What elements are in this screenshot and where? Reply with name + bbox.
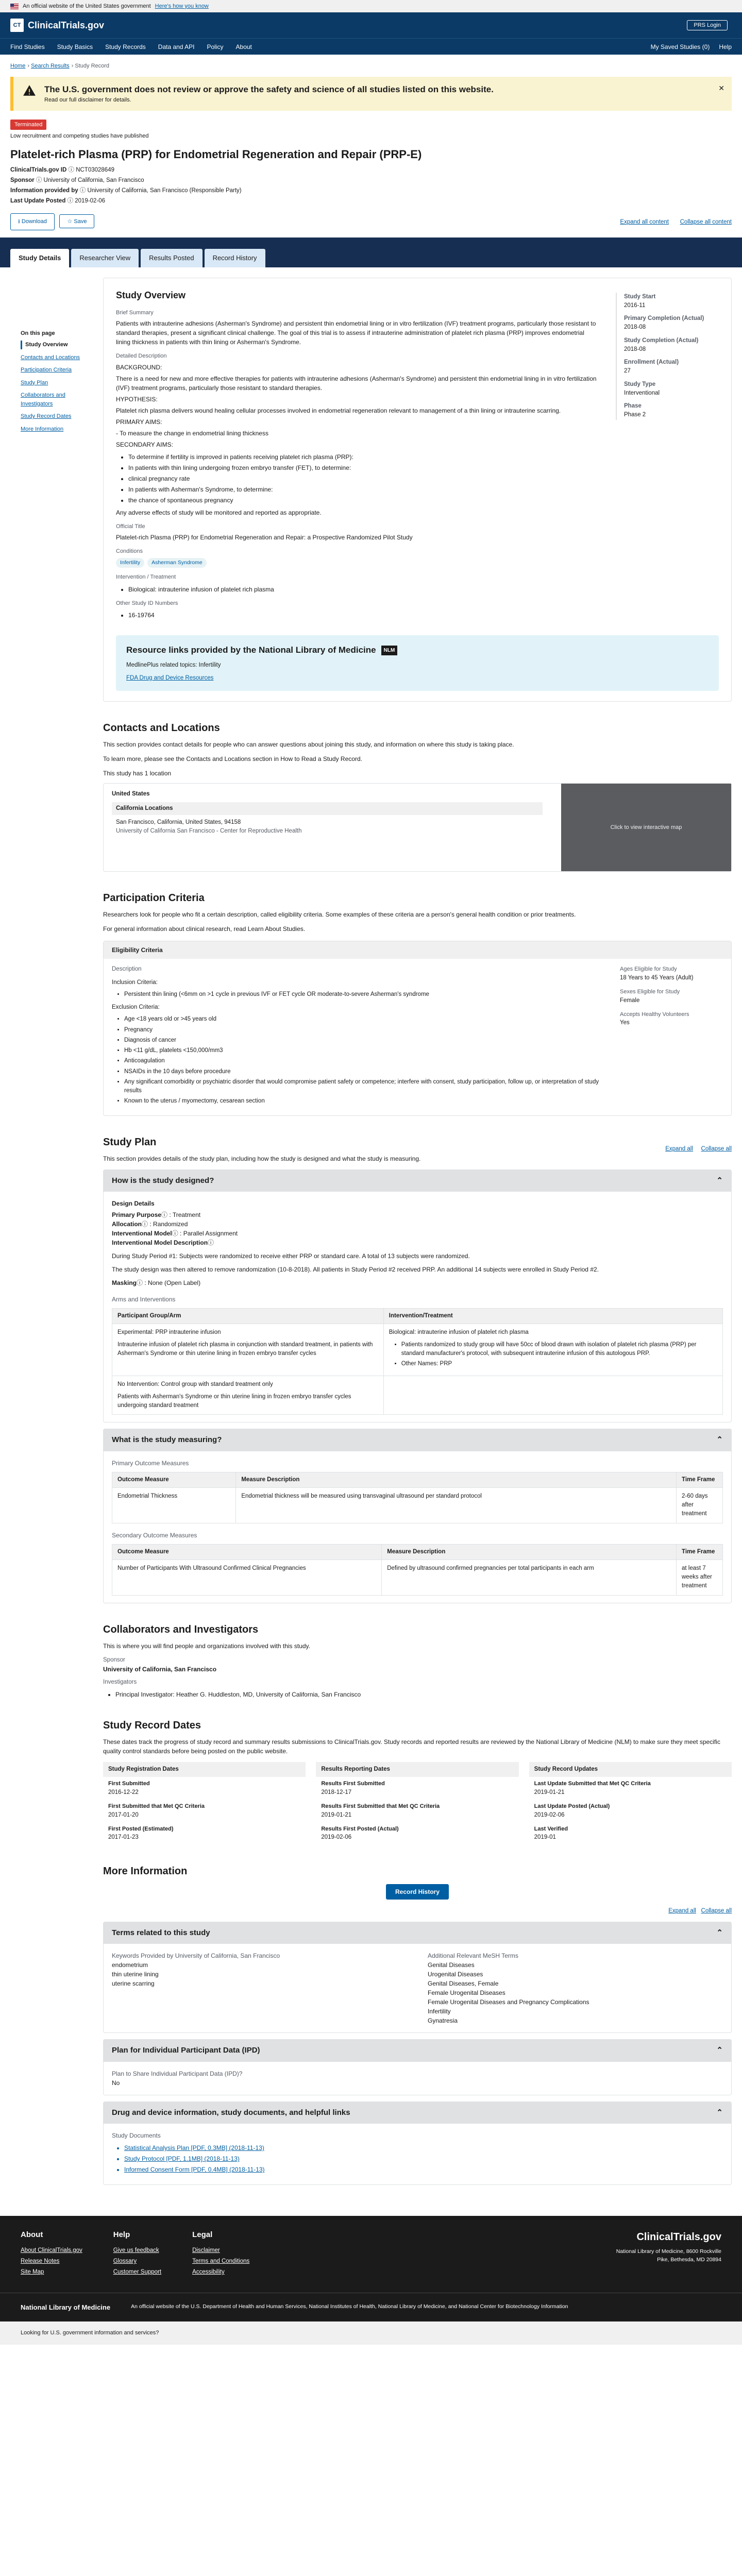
exclusion-item: • NSAIDs in the 10 days before procedure xyxy=(124,1067,604,1076)
plan-desc: This section provides details of the study plan, including how the study is designed and what the study is measuring. xyxy=(103,1155,421,1162)
exclusion-item: • Known to the uterus / myomectomy, cesarean section xyxy=(124,1097,604,1106)
detailed-label: Detailed Description xyxy=(116,353,167,359)
disclaimer-alert xyxy=(10,77,732,111)
footer-column: About About ClinicalTrials.gov Release Notes Site Map xyxy=(21,2229,82,2279)
measure-accordion-header[interactable]: What is the study measuring? ⌃ xyxy=(104,1429,731,1451)
fact-value: Female xyxy=(620,997,640,1004)
exclusion-item: • Pregnancy xyxy=(124,1026,604,1035)
inclusion-item: • Persistent thin lining (<6mm on >1 cycle in previous IVF or FET cycle OR moderate-to-severe Asherman's syndrome xyxy=(124,990,604,999)
chevron-up-icon: ⌃ xyxy=(716,2108,723,2117)
list-item: • In patients with Asherman's Syndrome, to determine: xyxy=(128,485,600,494)
chevron-up-icon: ⌃ xyxy=(716,1435,723,1444)
design-value: Randomized xyxy=(153,1221,188,1228)
more-expand-all[interactable]: Expand all xyxy=(668,1907,696,1914)
record-history-button[interactable]: Record History xyxy=(386,1884,449,1900)
nav-data-api[interactable]: Data and API xyxy=(158,43,195,50)
eligibility-card xyxy=(103,941,732,1115)
primary-aims-label: PRIMARY AIMS: xyxy=(116,418,162,426)
map-label: Click to view interactive map xyxy=(610,824,682,831)
footer-logo-text: ClinicalTrials.gov xyxy=(636,2231,721,2243)
prs-login-button[interactable]: PRS Login xyxy=(687,20,728,30)
document-link[interactable]: • Study Protocol [PDF, 1.1MB] (2018-11-13) xyxy=(124,2154,723,2163)
footer-link[interactable]: Accessibility xyxy=(192,2269,225,2276)
mesh-term: Gynatresia xyxy=(428,2017,458,2025)
conditions-list xyxy=(116,558,600,568)
fact-label: Enrollment (Actual) xyxy=(624,359,679,365)
exclusion-label: Exclusion Criteria: xyxy=(112,1004,160,1010)
footer-column: Legal Disclaimer Terms and Conditions Accessibility xyxy=(192,2229,249,2279)
disclaimer-text: Read our full disclaimer for details. xyxy=(44,97,131,103)
footer-column: Help Give us feedback Glossary Customer Support xyxy=(113,2229,161,2279)
on-page-link-more[interactable]: More Information xyxy=(21,426,64,432)
secondary-outcomes-label: Secondary Outcome Measures xyxy=(112,1531,197,1539)
conditions-label: Conditions xyxy=(116,548,143,554)
fact-label: Primary Completion (Actual) xyxy=(624,315,704,321)
tab-researcher-view[interactable]: Researcher View xyxy=(71,249,139,267)
condition-chip[interactable]: Infertility xyxy=(116,558,144,568)
plan-collapse-all[interactable]: Collapse all xyxy=(701,1146,732,1153)
fact-label: Ages Eligible for Study xyxy=(620,966,677,973)
hypothesis-label: HYPOTHESIS: xyxy=(116,395,158,403)
eligibility-label: Eligibility Criteria xyxy=(104,941,731,959)
fact-label: Sexes Eligible for Study xyxy=(620,989,680,995)
investigators-label: Investigators xyxy=(103,1679,137,1685)
medlineplus-line: MedlinePlus related topics: Infertility xyxy=(126,662,221,668)
exclusion-item: • Anticoagulation xyxy=(124,1057,604,1065)
ipd-accordion-header[interactable]: Plan for Individual Participant Data (IPD) ⌃ xyxy=(104,2040,731,2062)
contacts-learn: To learn more, please see the Contacts and Locations section in How to Read a Study Record. xyxy=(103,755,362,763)
keyword: thin uterine lining xyxy=(112,1971,159,1978)
design-details-label: Design Details xyxy=(112,1200,155,1207)
design-accordion-header[interactable]: How is the study designed? ⌃ xyxy=(104,1170,731,1192)
mesh-term: Female Urogenital Diseases xyxy=(428,1989,505,1997)
on-page-link-plan[interactable]: Study Plan xyxy=(21,379,48,386)
nav-policy[interactable]: Policy xyxy=(207,43,224,50)
warning-icon xyxy=(23,84,36,97)
mesh-term: Female Urogenital Diseases and Pregnancy Complications xyxy=(428,1998,589,2006)
masking-value: None (Open Label) xyxy=(148,1279,201,1286)
brief-summary: Patients with intrauterine adhesions (Asherman's Syndrome) and persistent thin endometrial lining or in vitro fertilization (IVF) treatment programs, particularly those resistant to standard therapies, present a significant clinical challenge. The goal of this trial is to assess if intrauterine administration of platelet rich plasma (PRP) improves endometrial lining thickness in patients with thin lining or Asherman's Syndrome. xyxy=(116,320,596,346)
footer-link[interactable]: Give us feedback xyxy=(113,2247,159,2253)
ipd-accordion xyxy=(103,2039,732,2095)
design-value: Parallel Assignment xyxy=(183,1230,238,1237)
footer-link[interactable]: About ClinicalTrials.gov xyxy=(21,2247,82,2253)
fact-label: Phase xyxy=(624,403,642,409)
footer xyxy=(0,2216,742,2292)
nav-study-basics[interactable]: Study Basics xyxy=(57,43,93,50)
location-count: This study has 1 location xyxy=(103,770,172,777)
exclusion-item: • Any significant comorbidity or psychiatric disorder that would compromise patient safety or competence; interfere with consent, study participation, follow up, or interpretation of study results xyxy=(124,1078,604,1096)
nct-id: NCT03028649 xyxy=(76,166,114,173)
nlm-logo: NLM xyxy=(381,646,398,655)
design-value: Treatment xyxy=(172,1211,201,1218)
table-row: Experimental: PRP intrauterine infusion Intrauterine infusion of platelet rich plasma in conjunction with standard treatment, in patients with Asherman's Syndrome or thin uterine lining in frozen embryo transfer cycles Biological: intrauterine infusion of platelet rich plasma • Patients randomized to study group will have 50cc of blood drawn with isolation of platelet rich plasma (PRP) per standard manufacturer's protocol, with subsequent intrauterine infusion of this autologous PRP. • Other Names: PRP xyxy=(112,1324,723,1376)
overview-heading: Study Overview xyxy=(116,290,186,300)
site-header xyxy=(0,12,742,38)
safety-text: Any adverse effects of study will be monitored and reported as appropriate. xyxy=(116,509,322,516)
primary-aims-text: - To measure the change in endometrial lining thickness xyxy=(116,429,268,437)
contacts-section xyxy=(103,720,732,872)
gov-banner-text: An official website of the United States government xyxy=(23,3,151,9)
mesh-term: Urogenital Diseases xyxy=(428,1971,483,1978)
hypothesis-text: Platelet rich plasma delivers wound healing cellular processes involved in endometrial regeneration relevant to management of a thin lining or intrauterine scarring. xyxy=(116,406,561,414)
agency-text: An official website of the U.S. Department of Health and Human Services, National Institutes of Health, National Library of Medicine, and National Center for Biotechnology Information xyxy=(131,2303,568,2310)
on-page-link-collaborators[interactable]: Collaborators and Investigators xyxy=(21,392,65,407)
document-link[interactable]: • Informed Consent Form [PDF, 0.4MB] (2018-11-13) xyxy=(124,2165,723,2174)
breadcrumb-current: Study Record xyxy=(75,63,110,69)
exclusion-item: • Age <18 years old or >45 years old xyxy=(124,1015,604,1024)
plan-section xyxy=(103,1134,732,1603)
chevron-up-icon: ⌃ xyxy=(716,1176,723,1185)
primary-outcomes-table: Outcome Measure Measure Description Time Frame Endometrial Thickness Endometrial thickness will be measured using transvaginal ultrasound per standard protocol 2-60 days after treatment xyxy=(112,1472,723,1523)
fact-value: Interventional xyxy=(624,389,660,396)
secondary-aims-label: SECONDARY AIMS: xyxy=(116,440,173,448)
fact-label: Study Type xyxy=(624,381,656,387)
keyword: endometrium xyxy=(112,1961,148,1969)
other-id: • 16-19764 xyxy=(128,611,600,620)
design-accordion: How is the study designed? ⌃ Design Details Primary Purposeⓘ : Treatment Allocationⓘ : Randomized Interventional Modelⓘ : Parallel Assignment Interventional Model Descriptionⓘ During Study Period #1: Subjects were randomized to receive either PRP or standard care. A total of 13 subjects were randomized. The study design was then altered to remove randomization (10-8-2018). All patients in Study Period #2 received PRP. An additional 14 subjects were enrolled in Study Period #2. Maskingⓘ : None (Open Label) Arms and Interventions Participant Group/Arm Intervention/Treatment Experimental: PRP intrauterine infusion Intrauterine infusion of platelet rich plasma in conjunction with standard treatment, in patients with Asherman's Syndrome or thin uterine lining in frozen embryo transfer cycles Biological: intrauterine infusion of platelet rich plasma • Patients randomized to study group will have 50cc of blood drawn with isolation of platelet rich plasma (PRP) per standard manufacturer's protocol, with subsequent intrauterine infusion of this autologous PRP. • Other Names: PRP No Intervention: Control group with standard treatment only Patients with Asherman's Syndrome or thin uterine lining in frozen embryo transfer cycles undergoing standard treatment xyxy=(103,1170,732,1423)
primary-outcomes-label: Primary Outcome Measures xyxy=(112,1459,189,1467)
agency-footer xyxy=(0,2293,742,2322)
fact-label: Study Start xyxy=(624,293,656,300)
arms-label: Arms and Interventions xyxy=(112,1296,176,1303)
description-label: Description xyxy=(112,966,142,973)
nlm-resources xyxy=(116,635,719,691)
sponsor-name: University of California, San Francisco xyxy=(43,177,144,183)
dates-column: Results Reporting Dates Results First Submitted 2018-12-17 Results First Submitted that Met QC Criteria 2019-01-21 Results First Posted (Actual) 2019-02-06 xyxy=(316,1762,518,1845)
table-row: Number of Participants With Ultrasound Confirmed Clinical Pregnancies Defined by ultrasound confirmed pregnancies per total participants in each arm at least 7 weeks after treatment xyxy=(112,1560,723,1595)
terms-accordion-header[interactable]: Terms related to this study ⌃ xyxy=(104,1922,731,1944)
tabs-bar xyxy=(0,238,742,267)
last-update-date: 2019-02-06 xyxy=(75,198,106,205)
condition-chip[interactable]: Asherman Syndrome xyxy=(147,558,207,568)
country-name: United States xyxy=(112,791,150,798)
collab-sponsor-label: Sponsor xyxy=(103,1656,125,1663)
exclusion-item: • Diagnosis of cancer xyxy=(124,1036,604,1045)
more-info-section xyxy=(103,1863,732,2185)
nav-about[interactable]: About xyxy=(235,43,252,50)
site-org: University of California San Francisco - Center for Reproductive Health xyxy=(116,828,302,834)
footer-logo xyxy=(608,2229,721,2279)
collab-desc: This is where you will find people and organizations involved with this study. xyxy=(103,1642,310,1650)
contacts-heading: Contacts and Locations xyxy=(103,722,220,734)
breadcrumb-search-results[interactable]: Search Results xyxy=(31,63,70,69)
logo-icon: CT xyxy=(10,19,24,32)
site-logo[interactable] xyxy=(10,19,104,32)
nav-find-studies[interactable]: Find Studies xyxy=(10,43,45,50)
collab-heading: Collaborators and Investigators xyxy=(103,1623,259,1635)
main-column xyxy=(103,278,732,2185)
mesh-term: Infertility xyxy=(428,2008,451,2015)
plan-expand-all[interactable]: Expand all xyxy=(665,1146,693,1153)
secondary-aims-list xyxy=(128,452,600,505)
on-page-link-dates[interactable]: Study Record Dates xyxy=(21,413,72,419)
background-label: BACKGROUND: xyxy=(116,363,162,371)
ipd-question: Plan to Share Individual Participant Data (IPD)? xyxy=(112,2070,243,2077)
keyword: uterine scarring xyxy=(112,1980,155,1988)
footer-link[interactable]: Disclaimer xyxy=(192,2247,220,2253)
criteria-general: For general information about clinical research, read Learn About Studies. xyxy=(103,925,306,933)
info-line: Information provided by ⓘ University of California, San Francisco (Responsible Party) xyxy=(10,188,242,194)
official-title-label: Official Title xyxy=(116,523,145,530)
main-nav xyxy=(0,38,742,55)
fact-value: 2018-08 xyxy=(624,324,646,331)
tab-results-posted[interactable]: Results Posted xyxy=(141,249,202,267)
secondary-outcomes-table: Outcome Measure Measure Description Time Frame Number of Participants With Ultrasound Confirmed Clinical Pregnancies Defined by ultrasound confirmed pregnancies per total participants in each arm at least 7 weeks after treatment xyxy=(112,1544,723,1596)
mesh-term: Genital Diseases xyxy=(428,1961,475,1969)
fda-resources-link[interactable]: FDA Drug and Device Resources xyxy=(126,675,214,681)
location-map[interactable] xyxy=(561,784,731,871)
nlm-heading: Resource links provided by the National Library of Medicine xyxy=(126,645,376,655)
brief-summary-label: Brief Summary xyxy=(116,309,154,316)
save-button[interactable]: ☆ Save xyxy=(59,214,94,228)
nav-help[interactable]: Help xyxy=(719,43,732,50)
actions-row xyxy=(10,213,732,238)
nav-study-records[interactable]: Study Records xyxy=(105,43,146,50)
list-item: • To determine if fertility is improved in patients receiving platelet rich plasma (PRP): xyxy=(128,452,600,462)
status-badge: Terminated xyxy=(10,120,46,130)
study-facts xyxy=(616,289,719,623)
intervention-label: Intervention / Treatment xyxy=(116,574,176,581)
plan-heading: Study Plan xyxy=(103,1136,157,1148)
fact-value: 2016-11 xyxy=(624,302,646,309)
on-page-nav xyxy=(10,278,88,2185)
fact-value: 27 xyxy=(624,368,631,375)
tab-record-history[interactable]: Record History xyxy=(205,249,265,267)
measure-accordion xyxy=(103,1429,732,1603)
sponsor-line: Sponsor ⓘ University of California, San Francisco xyxy=(10,177,144,183)
eligibility-facts xyxy=(620,965,723,1109)
state-name: California Locations xyxy=(112,802,543,815)
usa-gov-text: Looking for U.S. government information and services? xyxy=(21,2330,159,2336)
design-text-2: The study design was then altered to remove randomization (10-8-2018). All patients in Study Period #2 received PRP. An additional 14 subjects were enrolled in Study Period #2. xyxy=(112,1266,599,1273)
intervention-item: • Biological: intrauterine infusion of platelet rich plasma xyxy=(128,585,600,594)
footer-link[interactable]: Customer Support xyxy=(113,2269,162,2276)
criteria-desc: Researchers look for people who fit a certain description, called eligibility criteria. Some examples of these criteria are a person's general health condition or prior treatments. xyxy=(103,911,576,919)
dates-column: Study Registration Dates First Submitted 2016-12-22 First Submitted that Met QC Criteria 2017-01-20 First Posted (Estimated) 2017-01-23 xyxy=(103,1762,306,1845)
nav-saved-studies[interactable]: My Saved Studies (0) xyxy=(650,43,710,50)
nlm-footer-logo: National Library of Medicine xyxy=(21,2303,111,2311)
info-provider: University of California, San Francisco (Responsible Party) xyxy=(87,188,242,194)
close-icon[interactable]: ✕ xyxy=(718,83,724,92)
logo-text: ClinicalTrials.gov xyxy=(28,20,105,30)
fact-value: Yes xyxy=(620,1020,630,1026)
fact-label: Study Completion (Actual) xyxy=(624,337,699,344)
list-item: • clinical pregnancy rate xyxy=(128,474,600,483)
exclusion-item: • Hb <11 g/dL, platelets <150,000/mm3 xyxy=(124,1046,604,1055)
criteria-section xyxy=(103,890,732,1115)
list-item: • the chance of spontaneous pregnancy xyxy=(128,496,600,505)
more-heading: More Information xyxy=(103,1865,188,1877)
study-title: Platelet-rich Plasma (PRP) for Endometrial Regeneration and Repair (PRP-E) xyxy=(10,147,422,161)
footer-link[interactable]: Release Notes xyxy=(21,2258,60,2264)
gov-banner xyxy=(0,0,742,12)
dates-section xyxy=(103,1718,732,1845)
fact-label: Accepts Healthy Volunteers xyxy=(620,1011,689,1018)
background-text: There is a need for new and more effective therapies for patients with intrauterine adhesions (Asherman's Syndrome) and persistent thin endometrial lining in in vitro fertilization (IVF) treatment programs, particularly those resistant to standard therapies. xyxy=(116,375,597,392)
arms-table: Participant Group/Arm Intervention/Treatment Experimental: PRP intrauterine infusion Intrauterine infusion of platelet rich plasma in conjunction with standard treatment, in patients with Asherman's Syndrome or thin uterine lining in frozen embryo transfer cycles Biological: intrauterine infusion of platelet rich plasma • Patients randomized to study group will have 50cc of blood drawn with isolation of platelet rich plasma (PRP) per standard manufacturer's protocol, with subsequent intrauterine infusion of this autologous PRP. • Other Names: PRP No Intervention: Control group with standard treatment only Patients with Asherman's Syndrome or thin uterine lining in frozen embryo transfer cycles undergoing standard treatment xyxy=(112,1308,723,1415)
locations-list xyxy=(104,784,551,871)
gov-banner-link[interactable]: Here's how you know xyxy=(155,3,209,9)
chevron-up-icon: ⌃ xyxy=(716,1928,723,1937)
dates-desc: These dates track the progress of study record and summary results submissions to ClinicalTrials.gov. Study records and reported results are reviewed by the National Library of Medicine (NLM) to make sure they meet specific quality control standards before being posted on the public website. xyxy=(103,1738,720,1755)
inclusion-label: Inclusion Criteria: xyxy=(112,979,158,986)
status-note: Low recruitment and competing studies have published xyxy=(10,133,149,139)
breadcrumb: Home › Search Results › Study Record xyxy=(10,63,110,69)
on-page-title: On this page xyxy=(21,330,55,336)
collaborators-section xyxy=(103,1622,732,1700)
study-overview-card xyxy=(103,278,732,702)
table-row: No Intervention: Control group with standard treatment only Patients with Asherman's Syndrome or thin uterine lining in frozen embryo transfer cycles undergoing standard treatment xyxy=(112,1376,723,1415)
docs-label: Study Documents xyxy=(112,2132,161,2140)
on-page-link-criteria[interactable]: Participation Criteria xyxy=(21,367,72,373)
on-page-link-overview[interactable]: Study Overview xyxy=(21,341,88,349)
fact-value: 2018-08 xyxy=(624,346,646,352)
docs-accordion xyxy=(103,2102,732,2185)
list-item: • In patients with thin lining undergoing frozen embryo transfer (FET), to determine: xyxy=(128,463,600,472)
expand-all-link[interactable]: Expand all content xyxy=(620,218,669,225)
official-title: Platelet-rich Plasma (PRP) for Endometrial Regeneration and Repair: a Prospective Randomized Pilot Study xyxy=(116,534,413,541)
content-area xyxy=(0,267,742,2185)
other-ids-label: Other Study ID Numbers xyxy=(116,600,178,606)
dates-heading: Study Record Dates xyxy=(103,1720,201,1731)
footer-link[interactable]: Site Map xyxy=(21,2269,44,2276)
design-text-1: During Study Period #1: Subjects were randomized to receive either PRP or standard care. A total of 13 subjects were randomized. xyxy=(112,1252,470,1260)
nct-id-line: ClinicalTrials.gov ID ⓘ NCT03028649 xyxy=(10,166,114,173)
site-address: San Francisco, California, United States, 94158 xyxy=(116,819,241,825)
criteria-heading: Participation Criteria xyxy=(103,892,205,904)
chevron-up-icon: ⌃ xyxy=(716,2046,723,2055)
collapse-all-link[interactable]: Collapse all content xyxy=(680,218,732,225)
on-page-link-contacts[interactable]: Contacts and Locations xyxy=(21,354,80,361)
study-header xyxy=(0,111,742,238)
us-flag-icon xyxy=(10,4,19,9)
fact-value: Phase 2 xyxy=(624,412,646,418)
breadcrumb-home[interactable]: Home xyxy=(10,63,26,69)
collab-sponsor: University of California, San Francisco xyxy=(103,1665,217,1673)
investigator: • Principal Investigator: Heather G. Huddleston, MD, University of California, San Francisco xyxy=(115,1690,732,1699)
contacts-desc: This section provides contact details for people who can answer questions about joining this study, and information on where this study is taking place. xyxy=(103,741,514,749)
footer-link[interactable]: Glossary xyxy=(113,2258,137,2264)
last-update-line: Last Update Posted ⓘ 2019-02-06 xyxy=(10,198,106,205)
download-button[interactable]: ⭳ Download xyxy=(10,213,55,230)
ipd-answer: No xyxy=(112,2079,120,2087)
mesh-term: Genital Diseases, Female xyxy=(428,1980,499,1988)
terms-accordion: Terms related to this study ⌃ Keywords Provided by University of California, San Francisco endometrium thin uterine lining uterine scarring Additional Relevant MeSH Terms Genital Diseases Urogenital Diseases Genital Diseases, Female Female Urogenital Diseases Female Urogenital Diseases and Pregnancy Complications Infertility Gynatresia xyxy=(103,1922,732,2033)
footer-address: National Library of Medicine, 8600 Rockville Pike, Bethesda, MD 20894 xyxy=(616,2248,721,2263)
footer-link[interactable]: Terms and Conditions xyxy=(192,2258,250,2264)
dates-column: Study Record Updates Last Update Submitted that Met QC Criteria 2019-01-21 Last Update Posted (Actual) 2019-02-06 Last Verified 2019-01 xyxy=(529,1762,732,1845)
document-link[interactable]: • Statistical Analysis Plan [PDF, 0.3MB] (2018-11-13) xyxy=(124,2143,723,2153)
usa-gov-footer xyxy=(0,2321,742,2345)
more-collapse-all[interactable]: Collapse all xyxy=(701,1907,732,1914)
tab-study-details[interactable]: Study Details xyxy=(10,249,69,267)
docs-accordion-header[interactable]: Drug and device information, study documents, and helpful links ⌃ xyxy=(104,2102,731,2124)
fact-value: 18 Years to 45 Years (Adult) xyxy=(620,974,694,981)
table-row: Endometrial Thickness Endometrial thickness will be measured using transvaginal ultrasound per standard protocol 2-60 days after treatment xyxy=(112,1487,723,1523)
disclaimer-title: The U.S. government does not review or approve the safety and science of all studies listed on this website. xyxy=(44,84,494,94)
